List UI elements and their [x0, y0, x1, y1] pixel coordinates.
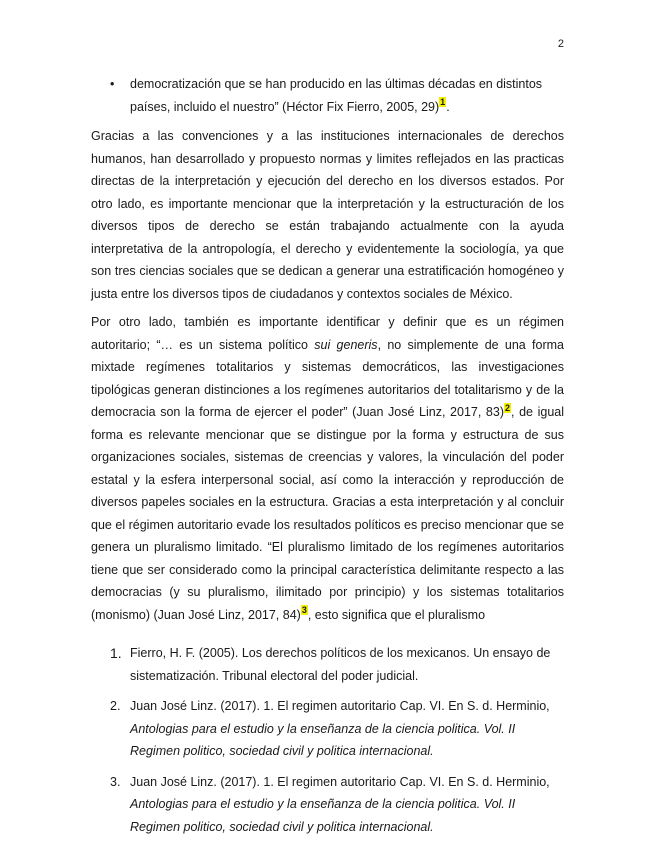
- footnote-ref-3[interactable]: 3: [301, 605, 307, 616]
- bullet-text: [130, 73, 564, 118]
- footnote-ref-2[interactable]: 2: [505, 402, 511, 413]
- footnote-title: Antologias para el estudio y la enseñanza de la ciencia politica. Vol. II Regimen politico, sociedad civil y politica internacional.: [130, 797, 516, 834]
- paragraph2-italic: sui generis: [314, 337, 378, 352]
- footnotes-list: [91, 642, 564, 846]
- footnote-number: 2.: [110, 699, 121, 713]
- footnote-item: [91, 695, 564, 763]
- footnote-item: [91, 771, 564, 839]
- paragraph2-part2: , no simplemente de una forma mixtade regímenes totalitarios y sistemas democráticos, las investigaciones tipológicas generan distinciones a los regímenes autoritarios del totalitarismo y de la democracia son la forma de ejercer el poder” (Juan José Linz, 2017, 83): [91, 337, 564, 419]
- footnote-text: Juan José Linz. (2017). 1. El regimen autoritario Cap. VI. En S. d. Herminio,: [130, 699, 550, 713]
- paragraph-authoritarian-regime: [91, 311, 564, 626]
- footnote-item: [91, 642, 564, 687]
- paragraph2-part3: , de igual forma es relevante mencionar que se distingue por la forma y estructura de sus organizaciones sociales, sistemas de creencias y valores, la vinculación del poder estatal y la esfera interpersonal social, así como la interacción y reproducción de diversos papeles sociales en la estructura. Gracias a esta interpretación y al concluir que el régimen autoritario evade los resultados políticos es preciso mencionar que se genera un pluralismo limitado. “El pluralismo limitado de los regímenes autoritarios tiene que ser considerado como la principal característica delimitante respecto a las democracias (y su pluralismo, ilimitado por principio) y los sistemas totalitarios (monismo) (Juan José Linz, 2017, 84): [91, 405, 564, 622]
- bullet-marker: •: [110, 77, 115, 91]
- paragraph-conventions: Gracias a las convenciones y a las instituciones internacionales de derechos humanos, han desarrollado y propuesto normas y limites reflejados en las practicas directas de la interpretación y ejecución del derecho en los diversos estados. Por otro lado, es importante mencionar que la interpretación y la estructuración de los diversos tipos de derecho se están trabajando actualmente con la ayuda interpretativa de la antropología, el derecho y evidentemente la sociología, ya que son tres ciencias sociales que se dedican a generar una estratificación homogéneo y justa entre los diversos tipos de ciudadanos y contextos sociales de México.: [91, 129, 564, 301]
- footnote-text: Fierro, H. F. (2005). Los derechos políticos de los mexicanos. Un ensayo de sistematización. Tribunal electoral del poder judicial.: [130, 646, 551, 683]
- paragraph2-part4: , esto significa que el pluralismo: [307, 607, 486, 622]
- bullet-item: [91, 73, 564, 118]
- footnote-title: Antologias para el estudio y la enseñanza de la ciencia politica. Vol. II Regimen politico, sociedad civil y politica internacional.: [130, 721, 516, 758]
- bullet-tail: .: [446, 99, 450, 114]
- paragraph2-part1: Por otro lado, también es importante identificar y definir que es un régimen autoritario; “… es un sistema político: [91, 315, 564, 352]
- bullet-body: democratización que se han producido en las últimas décadas en distintos países, incluido el nuestro” (Héctor Fix Fierro, 2005, 29): [130, 77, 543, 114]
- footnote-ref-1[interactable]: 1: [440, 97, 446, 108]
- footnote-number: 3.: [110, 774, 121, 789]
- page-number: 2: [557, 38, 564, 50]
- footnote-text: Juan José Linz. (2017). 1. El regimen autoritario Cap. VI. En S. d. Herminio,: [130, 774, 550, 789]
- footnote-number: 1.: [110, 645, 122, 661]
